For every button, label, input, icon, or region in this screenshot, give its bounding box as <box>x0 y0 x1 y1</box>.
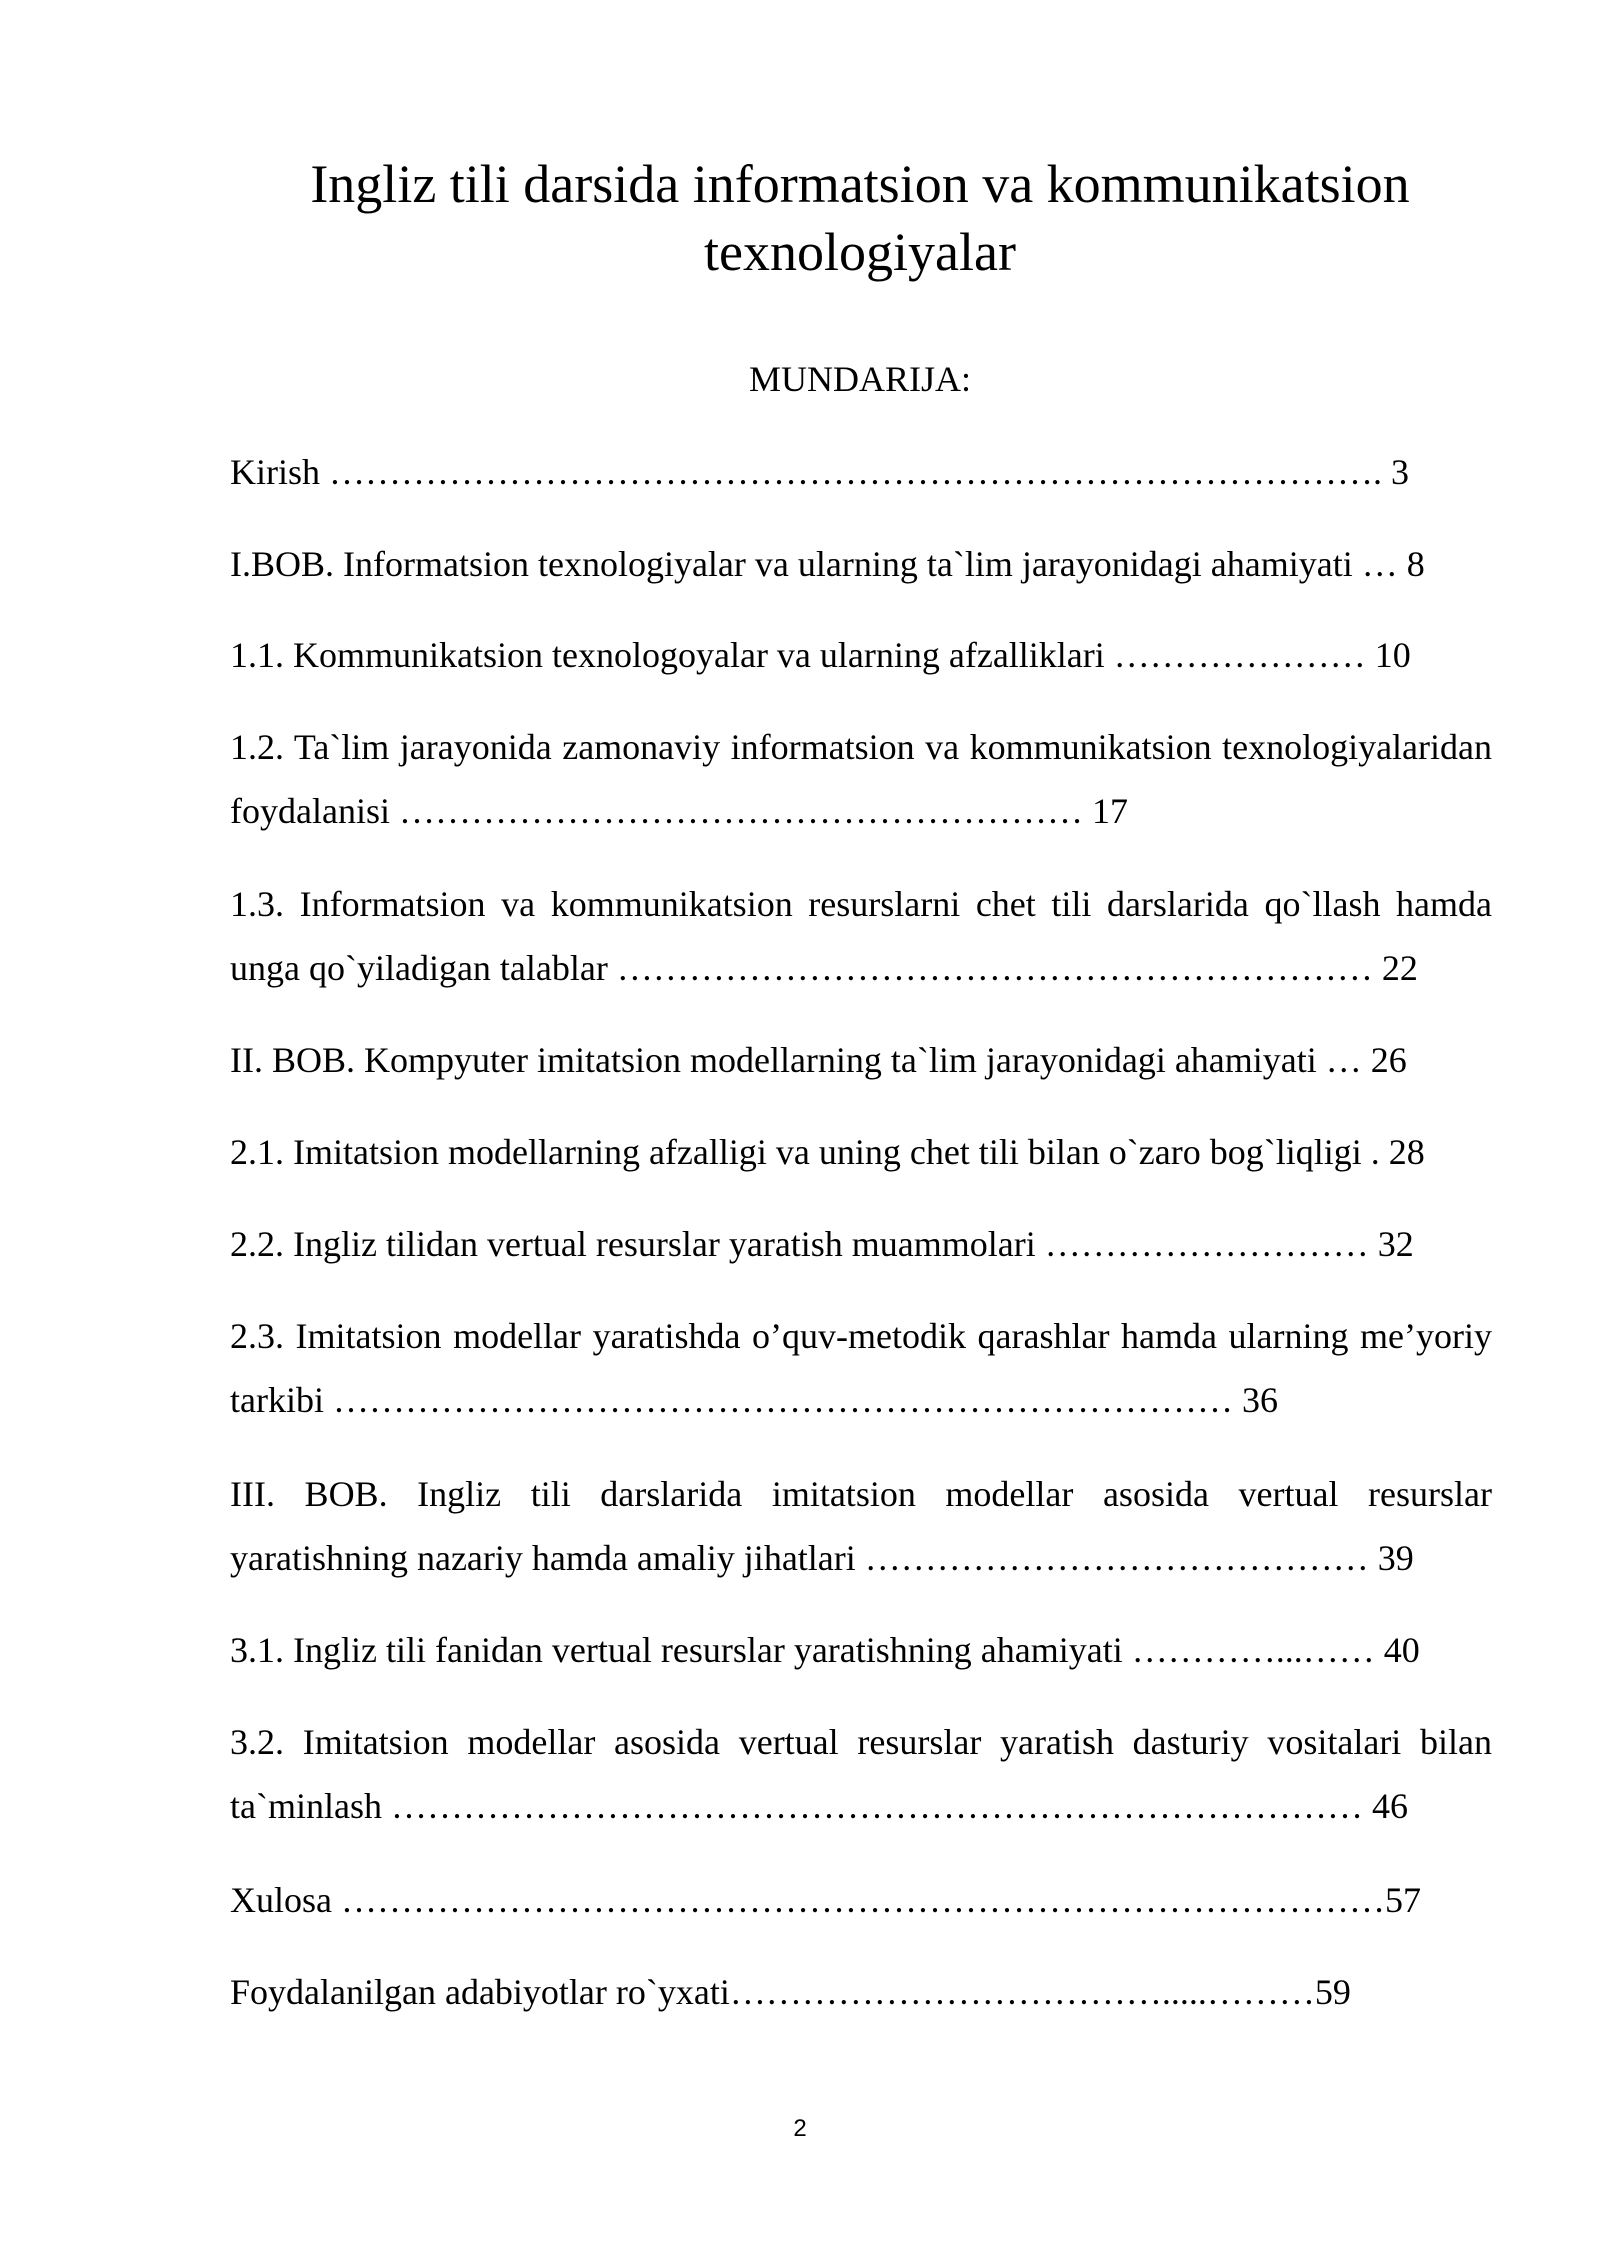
toc-entry-1-2: 1.2. Ta`lim jarayonida zamonaviy informatsion va kommunikatsion texnologiyalaridan foydalanisi ………………………………………………… 17 <box>230 727 1492 831</box>
document-title-line-2: texnologiyalar <box>704 222 1016 282</box>
toc-heading: MUNDARIJA: <box>748 359 971 399</box>
toc-entry-2-1: 2.1. Imitatsion modellarning afzalligi va uning chet tili bilan o`zaro bog`liqligi . 28 <box>230 1132 1425 1172</box>
toc-entry-xulosa: Xulosa ……………………………………………………………………………57 <box>230 1880 1421 1920</box>
toc-entry-1-1: 1.1. Kommunikatsion texnologoyalar va ularning afzalliklari ………………… 10 <box>230 635 1411 675</box>
toc-entry-chapter-2: II. BOB. Kompyuter imitatsion modellarning ta`lim jarayonidagi ahamiyati … 26 <box>230 1040 1407 1080</box>
toc-entry-bibliography: Foydalanilgan adabiyotlar ro`yxati……………………………….....………59 <box>230 1972 1351 2012</box>
toc-entry-3-1: 3.1. Ingliz tili fanidan vertual resurslar yaratishning ahamiyati …………...…… 40 <box>230 1630 1420 1670</box>
toc-entry-2-3: 2.3. Imitatsion modellar yaratishda o’quv-metodik qarashlar hamda ularning me’yoriy tarkibi ………………………………………………………………… 36 <box>230 1316 1492 1420</box>
document-title <box>230 150 1490 286</box>
toc-entry-2-2: 2.2. Ingliz tilidan vertual resurslar yaratish muammolari ……………………… 32 <box>230 1224 1414 1264</box>
toc-entry-1-3: 1.3. Informatsion va kommunikatsion resurslarni chet tili darslarida qo`llash hamda unga qo`yiladigan talablar ……………………………………………………… 22 <box>230 884 1492 988</box>
page-number: 2 <box>793 2115 807 2142</box>
toc-entry-kirish: Kirish ……………………………………………………………………………. 3 <box>230 452 1409 492</box>
toc-entry-chapter-3: III. BOB. Ingliz tili darslarida imitatsion modellar asosida vertual resurslar yaratishning nazariy hamda amaliy jihatlari …………………………………… 39 <box>230 1474 1492 1578</box>
toc-entry-3-2: 3.2. Imitatsion modellar asosida vertual resurslar yaratish dasturiy vositalari bilan ta`minlash ……………………………………………………………………… 46 <box>230 1722 1492 1826</box>
toc-entry-chapter-1: I.BOB. Informatsion texnologiyalar va ularning ta`lim jarayonidagi ahamiyati … 8 <box>230 544 1425 584</box>
document-title-line-1: Ingliz tili darsida informatsion va kommunikatsion <box>310 154 1410 214</box>
